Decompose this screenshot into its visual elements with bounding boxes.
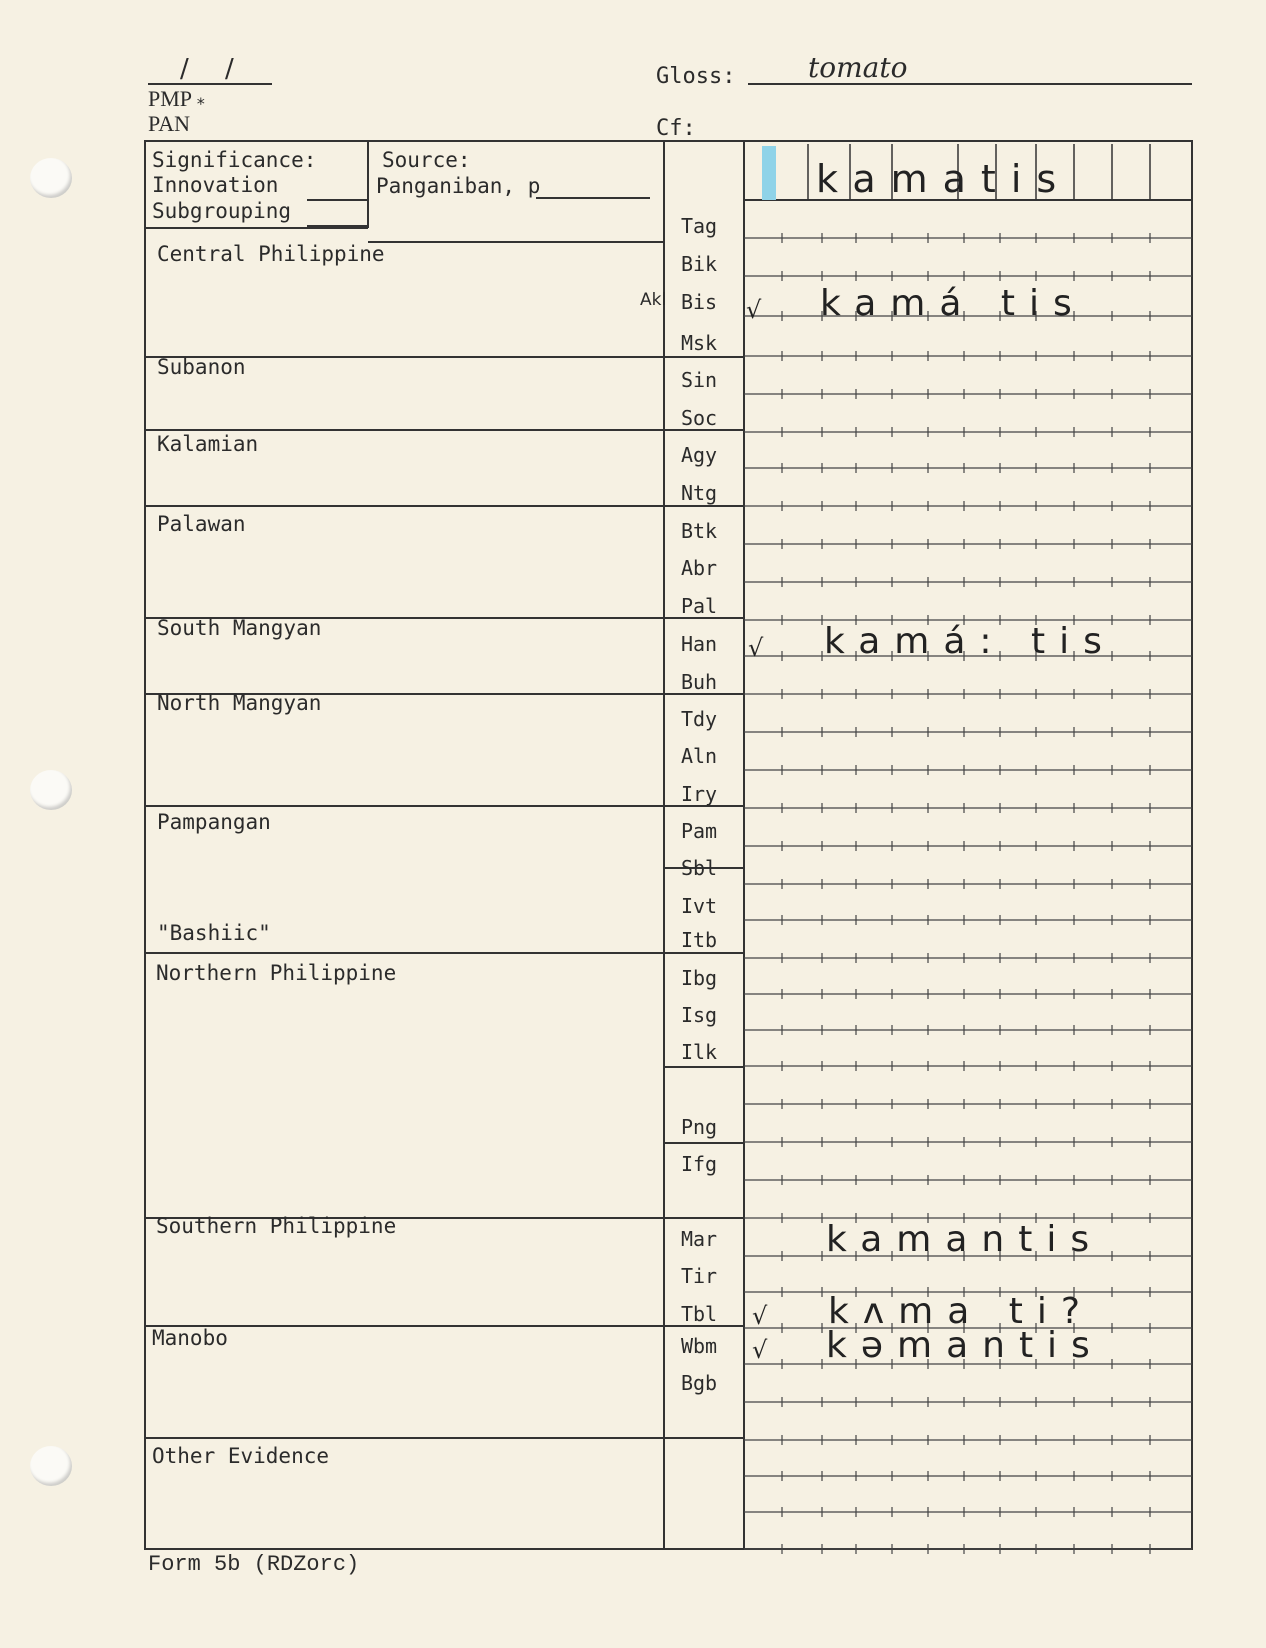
gloss-label: Gloss: [656,64,736,89]
check-mark: √ [748,634,764,662]
lang-aln: Aln [680,744,718,768]
lang-ivt: Ivt [680,894,718,918]
group-southern-philippine: Southern Philippine [156,1214,397,1238]
lang-sin: Sin [680,368,718,392]
lang-ibg: Ibg [680,966,718,990]
lang-abr: Abr [680,556,718,580]
lang-btk: Btk [680,519,718,543]
subgrouping-label: Subgrouping [152,199,292,223]
lang-tag: Tag [680,214,718,238]
group-other-evidence: Other Evidence [152,1444,330,1468]
group-pampangan: Pampangan [157,810,271,834]
group-kalamian: Kalamian [157,432,259,456]
group-subanon: Subanon [157,355,246,379]
check-mark: √ [752,1302,768,1330]
lang-han: Han [680,632,718,656]
lang-bis: Bis [680,290,718,314]
entry-wbm: kəmantis [826,1325,1104,1366]
lang-ifg: Ifg [680,1152,718,1176]
group-south-mangyan: South Mangyan [157,616,322,640]
lang-tir: Tir [680,1264,718,1288]
entry-bis: kamá tis [820,283,1086,324]
group-northern-philippine: Northern Philippine [156,961,397,985]
lang-iry: Iry [680,782,718,806]
entry-han: kamá: tis [824,621,1116,662]
cf-label: Cf: [656,116,696,141]
lang-sbl: Sbl [680,856,718,880]
lang-soc: Soc [680,406,718,430]
bis-note: Akl [640,290,667,310]
innovation-label: Innovation [152,173,279,197]
lang-bik: Bik [680,252,718,276]
entry-mar: kamantis [826,1219,1104,1260]
lang-itb: Itb [680,928,718,952]
significance-label: Significance: [152,148,317,172]
lang-ntg: Ntg [680,481,718,505]
pan-label: PAN [148,111,190,136]
reconstruction-form: kamatis [816,157,1072,201]
group-central-philippine: Central Philippine [157,242,385,266]
lang-mar: Mar [680,1227,718,1251]
slash-marks: / / [180,54,248,84]
source-label: Source: [382,148,471,172]
lang-isg: Isg [680,1003,718,1027]
group-manobo: Manobo [152,1326,228,1350]
check-mark: √ [746,296,762,324]
group-palawan: Palawan [157,512,246,536]
lang-bgb: Bgb [680,1371,718,1395]
lang-ilk: Ilk [680,1040,718,1064]
lang-msk: Msk [680,331,718,355]
form-footer: Form 5b (RDZorc) [148,1552,360,1577]
group-north-mangyan: North Mangyan [157,691,322,715]
lang-tdy: Tdy [680,707,718,731]
entry-tbl: kʌma ti? [828,1291,1094,1332]
lang-buh: Buh [680,670,718,694]
lang-pal: Pal [680,594,718,618]
asterisk: * [196,94,206,113]
gloss-value: tomato [808,51,908,84]
source-value: Panganiban, p [376,174,541,198]
lang-pam: Pam [680,819,718,843]
check-mark: √ [752,1336,768,1364]
lang-png: Png [680,1115,718,1139]
lang-agy: Agy [680,443,718,467]
group-bashiic: "Bashiic" [157,921,271,945]
lang-tbl: Tbl [680,1302,718,1326]
pmp-label: PMP [148,86,193,111]
lang-wbm: Wbm [680,1334,718,1358]
